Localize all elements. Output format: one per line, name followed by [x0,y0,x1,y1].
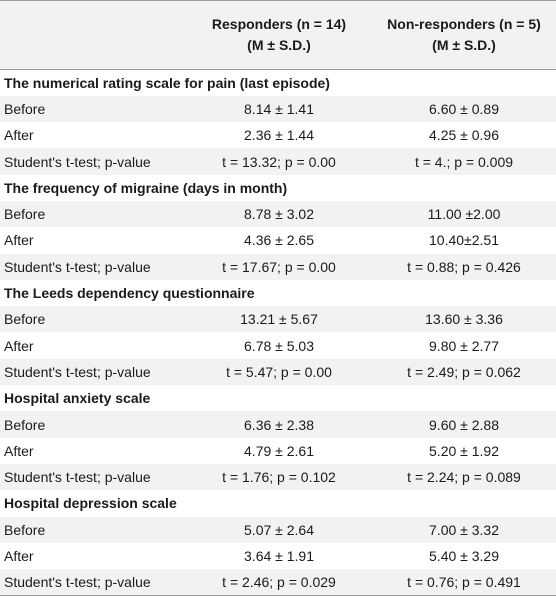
row-label: Before [0,201,186,227]
nonresponders-value: 7.00 ± 3.32 [372,517,556,543]
row-label: After [4,127,34,144]
row-label: Before [0,517,186,543]
section-title: The Leeds dependency questionnaire [0,280,556,306]
table-row [0,227,556,253]
table-row [0,148,556,174]
row-label: Before [0,96,186,122]
nonresponders-value: t = 0.76; p = 0.491 [372,569,556,595]
responders-value: t = 2.46; p = 0.029 [186,569,372,595]
header-responders [186,1,372,70]
nonresponders-value: 13.60 ± 3.36 [372,306,556,332]
nonresponders-value: 6.60 ± 0.89 [372,96,556,122]
row-label: Student's t-test; p-value [0,359,186,385]
table-row [0,201,556,227]
row-label: Student's t-test; p-value [0,569,186,595]
table-row [0,543,556,569]
table-row [0,332,556,358]
row-label: Before [0,306,186,332]
responders-value: t = 17.67; p = 0.00 [186,254,372,280]
responders-value: 8.78 ± 3.02 [186,201,372,227]
table-row [0,122,556,148]
table-body [0,70,556,596]
table-row [0,517,556,543]
responders-value: 6.36 ± 2.38 [186,411,372,437]
header-blank-cell [0,1,186,70]
header-nonresponders [372,1,556,70]
section-title: The numerical rating scale for pain (last episode) [0,70,556,96]
nonresponders-value: t = 2.49; p = 0.062 [372,359,556,385]
responders-value: t = 13.32; p = 0.00 [186,148,372,174]
table-row [0,438,556,464]
nonresponders-value: t = 0.88; p = 0.426 [372,254,556,280]
responders-value: 13.21 ± 5.67 [186,306,372,332]
section-heading-row [0,385,556,411]
nonresponders-value: 9.80 ± 2.77 [429,337,499,354]
row-label: Student's t-test; p-value [0,148,186,174]
header-responders-title: Responders (n = 14) [211,16,347,32]
responders-value: 2.36 ± 1.44 [244,127,314,144]
nonresponders-value: 11.00 ±2.00 [372,201,556,227]
section-heading-row [0,175,556,201]
table-header-row [0,1,556,70]
table-row [0,254,556,280]
header-responders-subtitle: (M ± S.D.) [247,37,311,53]
table-row [0,96,556,122]
table-row [0,359,556,385]
section-heading-row [0,490,556,516]
section-title: Hospital anxiety scale [0,385,556,411]
responders-value: 3.64 ± 1.91 [244,547,314,564]
nonresponders-value: 9.60 ± 2.88 [372,411,556,437]
responders-value: t = 1.76; p = 0.102 [186,464,372,490]
responders-value: t = 5.47; p = 0.00 [186,359,372,385]
table-row [0,569,556,595]
table-row [0,306,556,332]
section-title: The frequency of migraine (days in month) [0,175,556,201]
row-label: After [4,442,34,459]
responders-value: 8.14 ± 1.41 [186,96,372,122]
nonresponders-value: t = 4.; p = 0.009 [372,148,556,174]
row-label: Student's t-test; p-value [0,254,186,280]
nonresponders-value: 10.40±2.51 [429,232,499,249]
row-label: After [4,232,34,249]
section-title: Hospital depression scale [0,490,556,516]
row-label: After [4,547,34,564]
row-label: Student's t-test; p-value [0,464,186,490]
responders-value: 5.07 ± 2.64 [186,517,372,543]
row-label: After [4,337,34,354]
header-nonresponders-title: Non-responders (n = 5) [387,16,541,32]
row-label: Before [0,411,186,437]
table-row [0,464,556,490]
table-row [0,411,556,437]
nonresponders-value: t = 2.24; p = 0.089 [372,464,556,490]
responders-value: 4.36 ± 2.65 [244,232,314,249]
nonresponders-value: 4.25 ± 0.96 [429,127,499,144]
responders-value: 4.79 ± 2.61 [244,442,314,459]
header-nonresponders-subtitle: (M ± S.D.) [432,37,496,53]
section-heading-row [0,70,556,96]
responders-value: 6.78 ± 5.03 [244,337,314,354]
section-heading-row [0,280,556,306]
nonresponders-value: 5.20 ± 1.92 [429,442,499,459]
nonresponders-value: 5.40 ± 3.29 [429,547,499,564]
